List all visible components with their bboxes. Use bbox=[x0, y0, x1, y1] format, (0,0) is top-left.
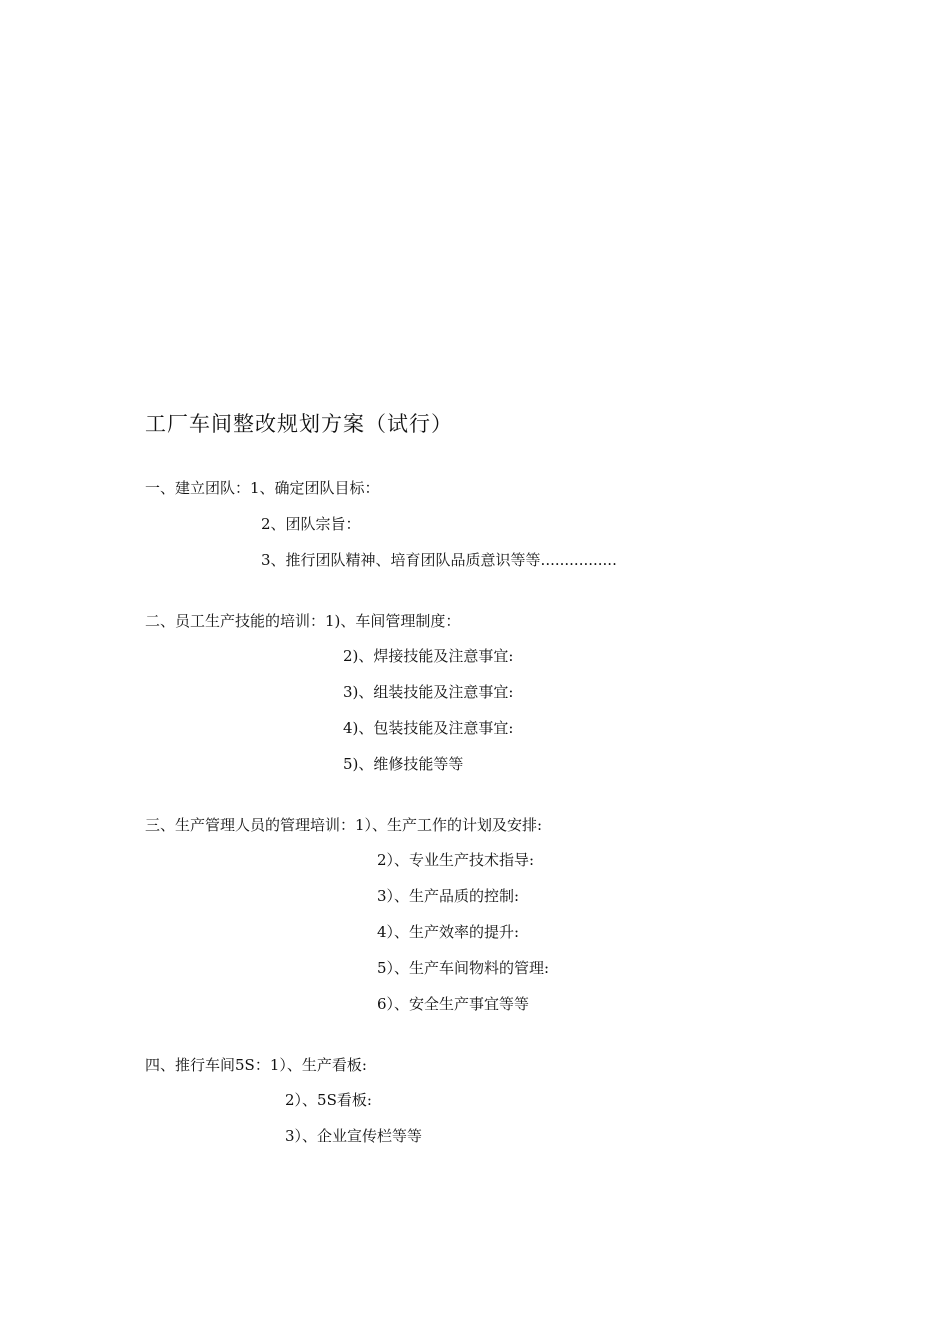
section4-item: 2）、5S看板: bbox=[285, 1091, 372, 1109]
section1-lead: 一、建立团队：1、确定团队目标： bbox=[145, 479, 380, 497]
section2-item: 3)、组装技能及注意事宜: bbox=[343, 683, 514, 701]
section3-lead: 三、生产管理人员的管理培训：1）、生产工作的计划及安排: bbox=[145, 816, 543, 834]
section4-lead: 四、推行车间5S：1）、生产看板: bbox=[145, 1056, 367, 1074]
section2-item: 2)、焊接技能及注意事宜: bbox=[343, 647, 514, 665]
section3-item: 5）、生产车间物料的管理: bbox=[377, 959, 550, 977]
section3-item: 6）、安全生产事宜等等 bbox=[377, 995, 530, 1013]
section4-item: 3）、企业宣传栏等等 bbox=[285, 1127, 423, 1145]
section1-item: 2、团队宗旨： bbox=[261, 515, 361, 533]
document-title: 工厂车间整改规划方案（试行） bbox=[145, 412, 453, 436]
section3-item: 4）、生产效率的提升: bbox=[377, 923, 520, 941]
section1-item: 3、推行团队精神、培育团队品质意识等等................ bbox=[261, 551, 617, 569]
section3-item: 2）、专业生产技术指导: bbox=[377, 851, 535, 869]
section2-item: 5)、维修技能等等 bbox=[343, 755, 464, 773]
section2-item: 4)、包装技能及注意事宜: bbox=[343, 719, 514, 737]
section3-item: 3）、生产品质的控制: bbox=[377, 887, 520, 905]
section2-lead: 二、员工生产技能的培训：1)、车间管理制度： bbox=[145, 612, 461, 630]
